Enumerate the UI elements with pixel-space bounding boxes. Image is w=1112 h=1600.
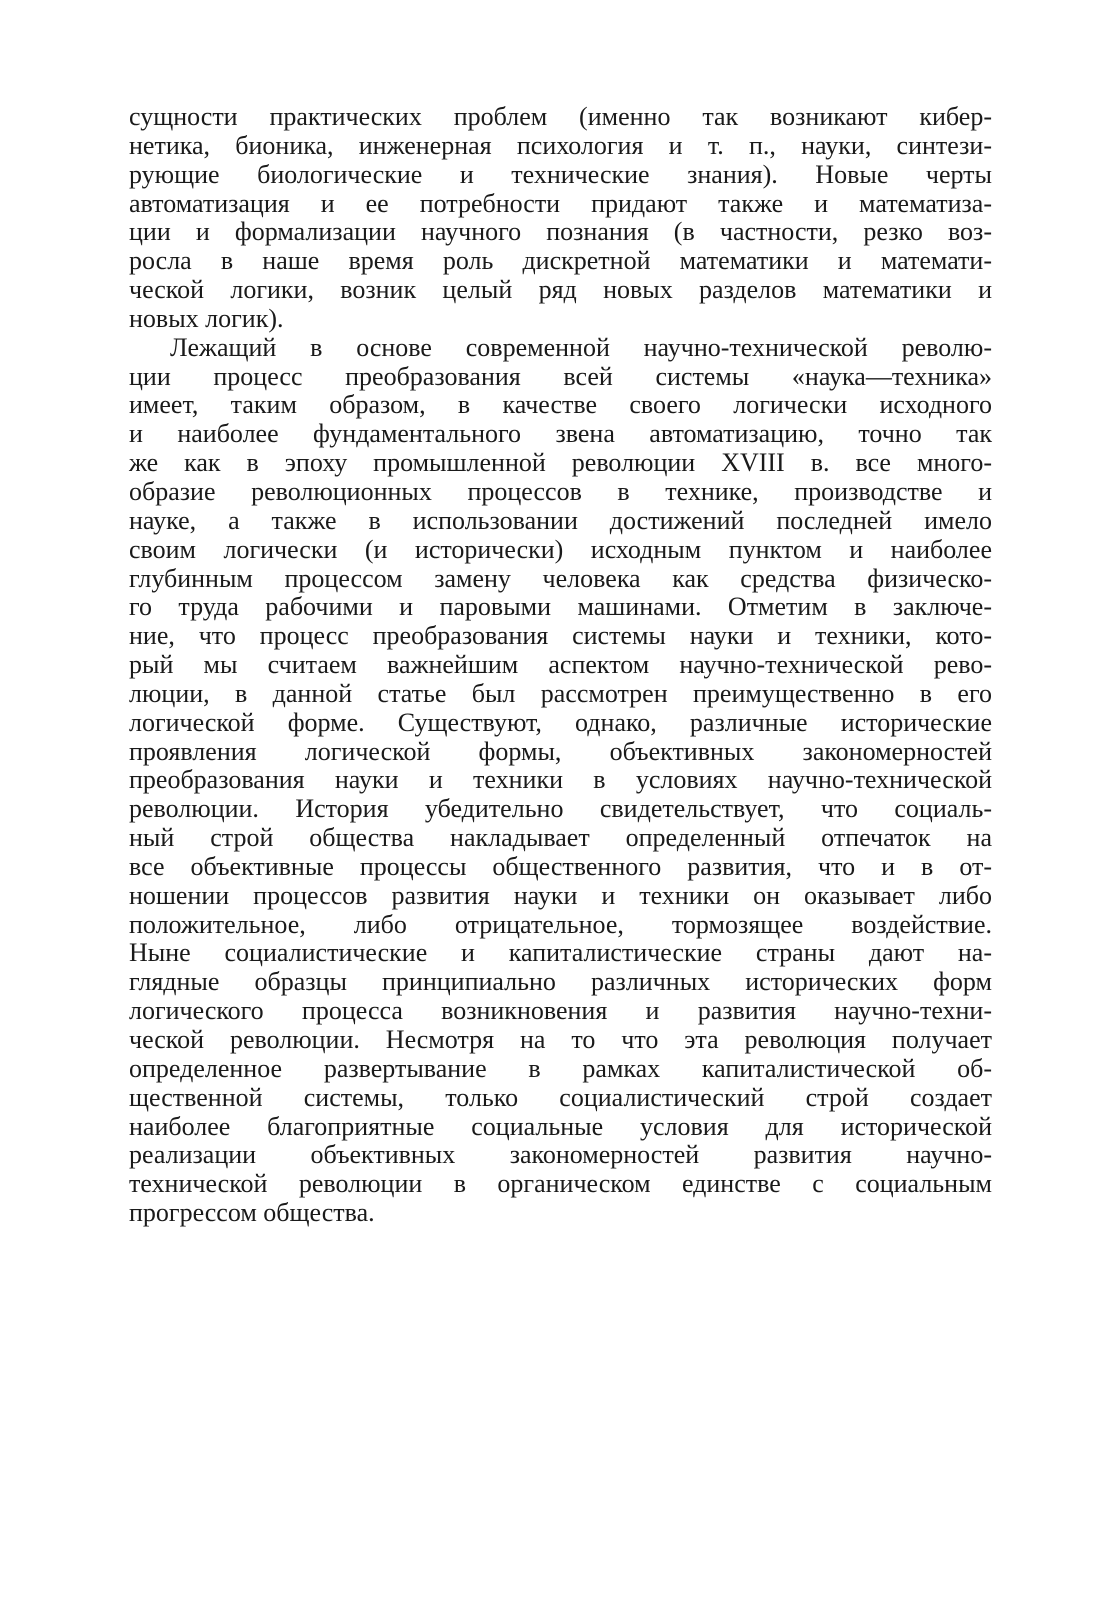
- text-line: все объективные процессы общественного развития, что и в от-: [129, 851, 992, 881]
- text-line: ческой революции. Несмотря на то что эта революция получает: [129, 1025, 992, 1054]
- text-line: своим логически (и исторически) исходным пунктом и наиболее: [129, 534, 992, 564]
- text-line: ние, что процесс преобразования системы науки и техники, кото-: [129, 621, 992, 651]
- text-line: же как в эпоху промышленной революции XVIII в. все много-: [129, 448, 992, 478]
- text-line: определенное развертывание в рамках капиталистической об-: [129, 1053, 992, 1083]
- text-line: ный строй общества накладывает определенный отпечаток на: [129, 823, 992, 853]
- text-line: Лежащий в основе современной научно-технической револю-: [170, 332, 992, 362]
- text-line: ческой логики, возник целый ряд новых разделов математики и: [129, 275, 992, 305]
- text-line: новых логик).: [129, 303, 284, 333]
- text-line: росла в наше время роль дискретной математики и математи-: [129, 246, 992, 276]
- text-line: прогрессом общества.: [129, 1198, 375, 1228]
- text-line: логической форме. Существуют, однако, различные исторические: [129, 707, 992, 737]
- text-line: щественной системы, только социалистический строй создает: [129, 1082, 992, 1112]
- text-line: ношении процессов развития науки и техники он оказывает либо: [129, 880, 992, 910]
- text-line: автоматизация и ее потребности придают также и математиза-: [129, 188, 992, 218]
- paragraph-1: [129, 103, 992, 334]
- text-line: сущности практических проблем (именно так возникают кибер-: [129, 102, 992, 131]
- body-text: [129, 103, 992, 1228]
- text-line: имеет, таким образом, в качестве своего логически исходного: [129, 390, 992, 420]
- text-line: нетика, бионика, инженерная психология и т. п., науки, синтези-: [129, 130, 992, 160]
- text-line: проявления логической формы, объективных закономерностей: [129, 736, 992, 766]
- text-line: люции, в данной статье был рассмотрен преимущественно в его: [129, 678, 992, 708]
- text-line: глядные образцы принципиально различных исторических форм: [129, 967, 992, 997]
- text-line: ции процесс преобразования всей системы «наука—техника»: [129, 361, 992, 391]
- text-line: технической революции в органическом единстве с социальным: [129, 1169, 992, 1199]
- text-line: го труда рабочими и паровыми машинами. Отметим в заключе-: [129, 592, 992, 622]
- text-line: рый мы считаем важнейшим аспектом научно-технической рево-: [129, 650, 992, 680]
- text-line: и наиболее фундаментального звена автоматизацию, точно так: [129, 419, 992, 449]
- text-line: Ныне социалистические и капиталистические страны дают на-: [129, 938, 992, 968]
- text-line: глубинным процессом замену человека как средства физическо-: [129, 563, 992, 593]
- paragraph-2: [129, 334, 992, 1228]
- text-line: преобразования науки и техники в условиях научно-технической: [129, 765, 992, 795]
- text-line: реализации объективных закономерностей развития научно-: [129, 1140, 992, 1170]
- text-line: науке, а также в использовании достижений последней имело: [129, 505, 992, 535]
- text-line: ции и формализации научного познания (в частности, резко воз-: [129, 217, 992, 247]
- text-line: рующие биологические и технические знания). Новые черты: [129, 159, 992, 189]
- text-line: образие революционных процессов в технике, производстве и: [129, 476, 992, 506]
- text-line: наиболее благоприятные социальные условия для исторической: [129, 1111, 992, 1141]
- text-line: логического процесса возникновения и развития научно-техни-: [129, 996, 992, 1026]
- text-line: революции. История убедительно свидетельствует, что социаль-: [129, 794, 992, 824]
- text-line: положительное, либо отрицательное, тормозящее воздействие.: [129, 909, 992, 939]
